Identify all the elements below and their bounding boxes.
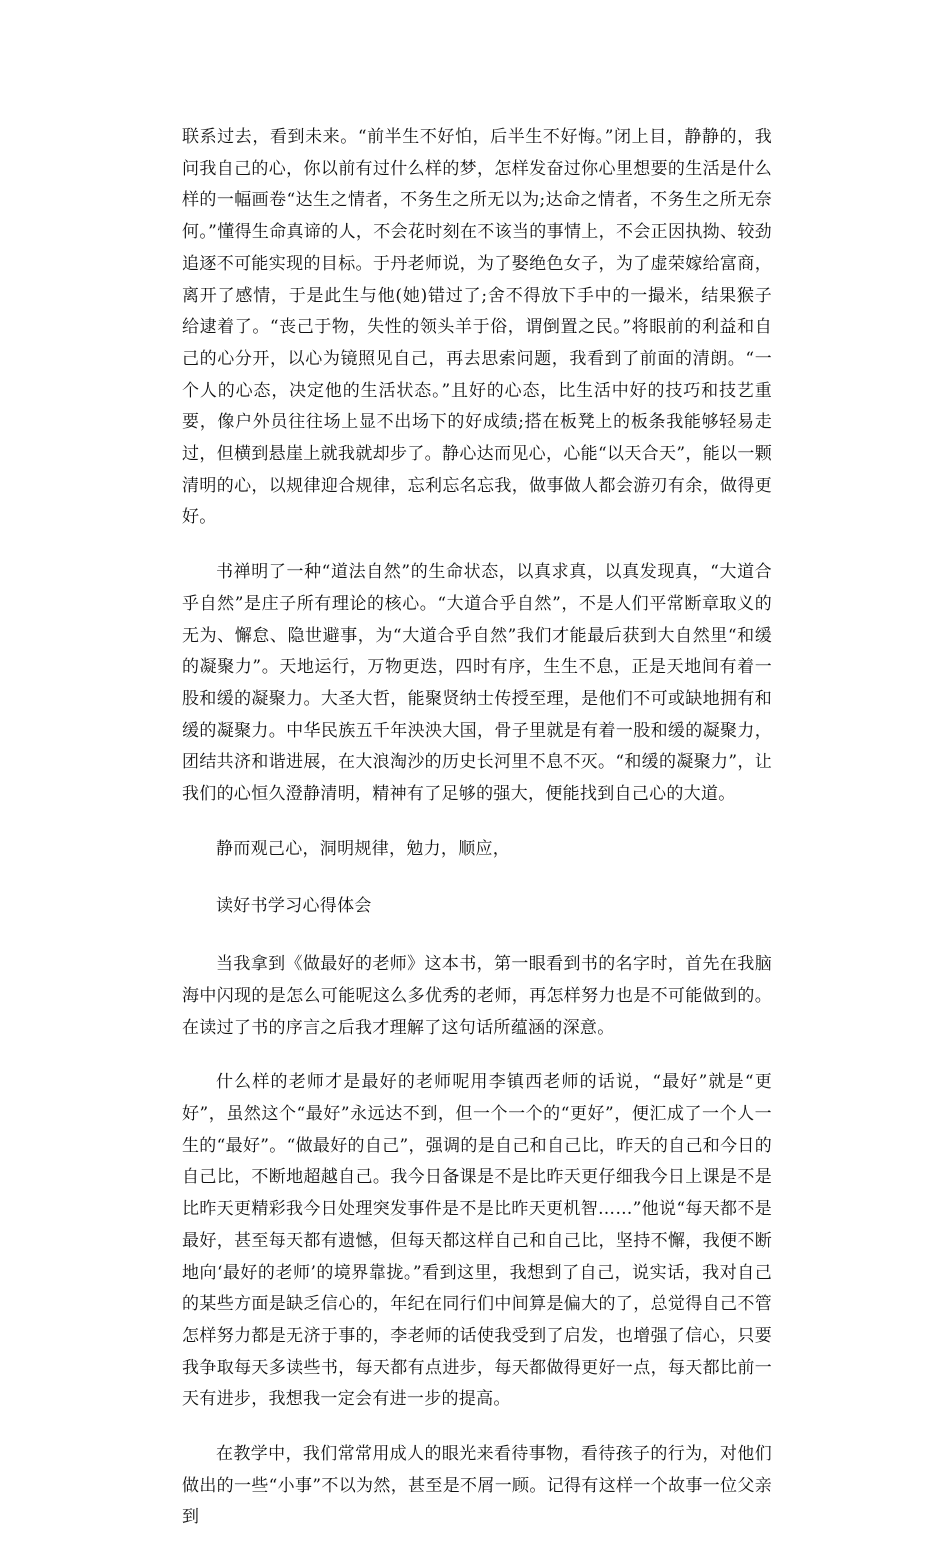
section-heading: 读好书学习心得体会 bbox=[216, 896, 372, 917]
paragraph-6: 在教学中，我们常常用成人的眼光来看待事物，看待孩子的行为，对他们做出的一些“小事”不以为然，甚至是不屑一顾。记得有这样一个故事一位父亲到 bbox=[182, 1444, 772, 1528]
paragraph-4: 当我拿到《做最好的老师》这本书，第一眼看到书的名字时，首先在我脑海中闪现的是怎么可能呢这么多优秀的老师，再怎样努力也是不可能做到的。在读过了书的序言之后我才理解了这句话所蕴涵的深意。 bbox=[182, 954, 772, 1038]
paragraph-3: 静而观己心，洞明规律，勉力，顺应， bbox=[216, 838, 511, 859]
document-body bbox=[182, 122, 772, 1557]
paragraph-5: 什么样的老师才是最好的老师呢用李镇西老师的话说，“最好”就是“更好”，虽然这个“最好”永远达不到，但一个一个的“更好”，便汇成了一个人一生的“最好”。“做最好的自己”，强调的是自己和自己比，昨天的自己和今日的自己比，不断地超越自己。我今日备课是不是比昨天更仔细我今日上课是不是比昨天更精彩我今日处理突发事件是不是比昨天更机智……”他说“每天都不是最好，甚至每天都有遗憾，但每天都这样自己和自己比，坚持不懈，我便不断地向‘最好的老师’的境界靠拢。”看到这里，我想到了自己，说实话，我对自己的某些方面是缺乏信心的，年纪在同行们中间算是偏大的了，总觉得自己不管怎样努力都是无济于事的，李老师的话使我受到了启发，也增强了信心，只要我争取每天多读些书，每天都有点进步，每天都做得更好一点，每天都比前一天有进步，我想我一定会有进一步的提高。 bbox=[182, 1072, 772, 1410]
paragraph-1: 联系过去，看到未来。“前半生不好怕，后半生不好悔。”闭上目，静静的，我问我自己的心，你以前有过什么样的梦，怎样发奋过你心里想要的生活是什么样的一幅画卷“达生之情者，不务生之所无以为;达命之情者，不务生之所无奈何。”懂得生命真谛的人，不会花时刻在不该当的事情上，不会正因执拗、较劲追逐不可能实现的目标。于丹老师说，为了娶绝色女子，为了虚荣嫁给富商，离开了感情，于是此生与他(她)错过了;舍不得放下手中的一撮米，结果猴子给逮着了。“丧己于物，失性的领头羊于俗，谓倒置之民。”将眼前的利益和自己的心分开，以心为镜照见自己，再去思索问题，我看到了前面的清朗。“一个人的心态，决定他的生活状态。”且好的心态，比生活中好的技巧和技艺重要，像户外员往往场上显不出场下的好成绩;搭在板凳上的板条我能够轻易走过，但横到悬崖上就我就却步了。静心达而见心，心能“以天合天”，能以一颗清明的心，以规律迎合规律，忘利忘名忘我，做事做人都会游刃有余，做得更好。 bbox=[182, 127, 772, 528]
paragraph-2: 书禅明了一种“道法自然”的生命状态，以真求真，以真发现真，“大道合乎自然”是庄子所有理论的核心。“大道合乎自然”，不是人们平常断章取义的无为、懈怠、隐世避事，为“大道合乎自然”我们才能最后获到大自然里“和缓的凝聚力”。天地运行，万物更迭，四时有序，生生不息，正是天地间有着一股和缓的凝聚力。大圣大哲，能聚贤纳士传授至理，是他们不可或缺地拥有和缓的凝聚力。中华民族五千年泱泱大国，骨子里就是有着一股和缓的凝聚力，团结共济和谐进展，在大浪淘沙的历史长河里不息不灭。“和缓的凝聚力”，让我们的心恒久澄静清明，精神有了足够的强大，便能找到自己心的大道。 bbox=[182, 562, 772, 805]
